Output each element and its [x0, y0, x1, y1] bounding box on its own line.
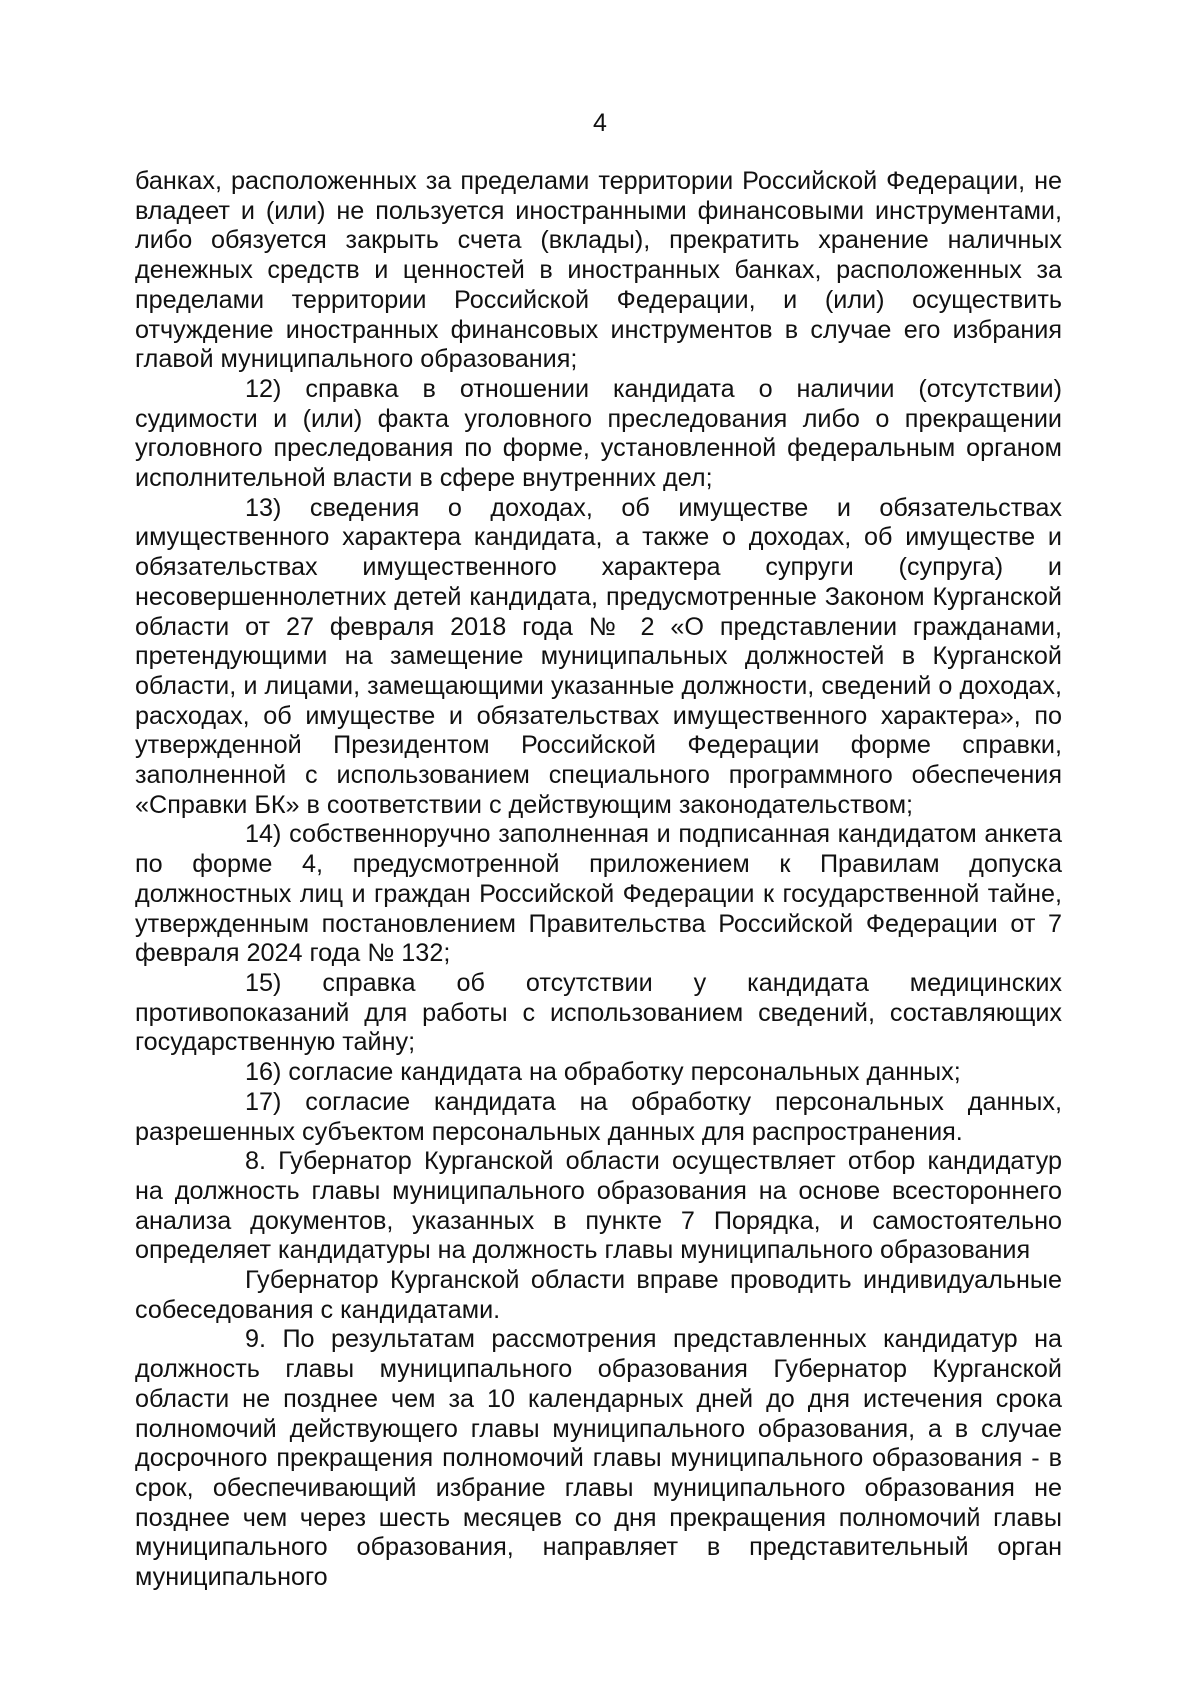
paragraph-item-13: 13) сведения о доходах, об имуществе и обязательствах имущественного характера кандидата, а также о доходах, об имуществе и обязательствах имущественного характера супруги (супруга) и несовершеннолетних детей кандидата, предусмотренные Законом Курганской области от 27 февраля 2018 года № 2 «О представлении гражданами, претендующими на замещение муниципальных должностей в Курганской области, и лицами, замещающими указанные должности, сведений о доходах, расходах, об имуществе и обязательствах имущественного характера», по утвержденной Президентом Российской Федерации форме справки, заполненной с использованием специального программного обеспечения «Справки БК» в соответствии с действующим законодательством;	[135, 493, 1062, 819]
paragraph-point-8: 8. Губернатор Курганской области осуществляет отбор кандидатур на должность главы муниципального образования на основе всестороннего анализа документов, указанных в пункте 7 Порядка, и самостоятельно определяет кандидатуры на должность главы муниципального образования	[135, 1147, 1062, 1265]
paragraph-item-15: 15) справка об отсутствии у кандидата медицинских противопоказаний для работы с использованием сведений, составляющих государственную тайну;	[135, 968, 1062, 1057]
paragraph-item-17: 17) согласие кандидата на обработку персональных данных, разрешенных субъектом персональных данных для распространения.	[135, 1087, 1062, 1146]
paragraph-point-8-interview: Губернатор Курганской области вправе проводить индивидуальные собеседования с кандидатами.	[135, 1266, 1062, 1324]
paragraph-item-11-continuation: банках, расположенных за пределами территории Российской Федерации, не владеет и (или) не пользуется иностранными финансовыми инструментами, либо обязуется закрыть счета (вклады), прекратить хранение наличных денежных средств и ценностей в иностранных банках, расположенных за пределами территории Российской Федерации, и (или) осуществить отчуждение иностранных финансовых инструментов в случае его избрания главой муниципального образования;	[135, 167, 1062, 374]
paragraph-item-12: 12) справка в отношении кандидата о наличии (отсутствии) судимости и (или) факта уголовного преследования либо о прекращении уголовного преследования по форме, установленной федеральным органом исполнительной власти в сфере внутренних дел;	[135, 374, 1062, 493]
paragraph-item-16: 16) согласие кандидата на обработку персональных данных;	[245, 1058, 961, 1087]
paragraph-item-14: 14) собственноручно заполненная и подписанная кандидатом анкета по форме 4, предусмотренной приложением к Правилам допуска должностных лиц и граждан Российской Федерации к государственной тайне, утвержденным постановлением Правительства Российской Федерации от 7 февраля 2024 года № 132;	[135, 820, 1062, 968]
page-number: 4	[593, 109, 607, 137]
paragraph-point-9: 9. По результатам рассмотрения представленных кандидатур на должность главы муниципального образования Губернатор Курганской области не позднее чем за 10 календарных дней до дня истечения срока полномочий действующего главы муниципального образования, а в случае досрочного прекращения полномочий главы муниципального образования - в срок, обеспечивающий избрание главы муниципального образования не позднее чем через шесть месяцев со дня прекращения полномочий главы муниципального образования, направляет в представительный орган муниципального	[135, 1325, 1062, 1592]
document-body	[135, 167, 1062, 1593]
